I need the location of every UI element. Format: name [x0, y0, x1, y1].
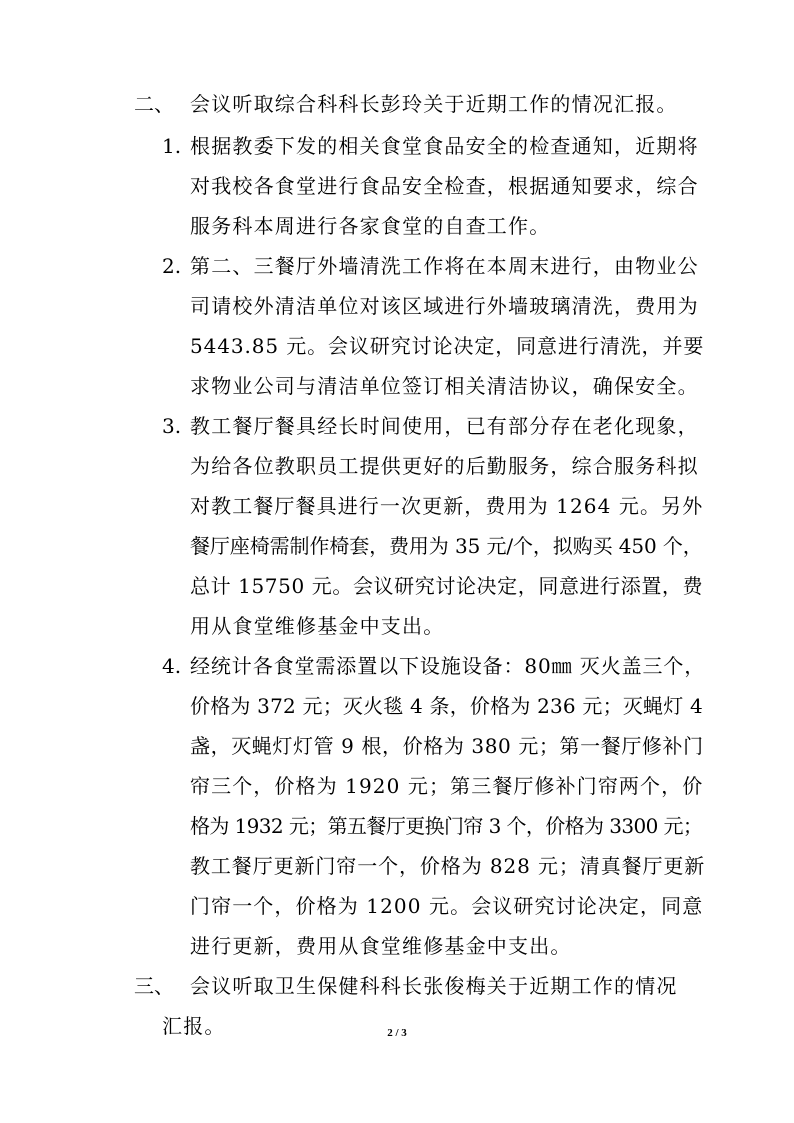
item-line: 经统计各食堂需添置以下设施设备：80㎜ 灭火盖三个，: [190, 654, 706, 678]
item-line: 进行更新，费用从食堂维修基金中支出。: [190, 934, 572, 958]
item-line: 对我校各食堂进行食品安全检查，根据通知要求，综合: [190, 174, 699, 198]
item-line: 对教工餐厅餐具进行一次更新，费用为 1264 元。另外: [190, 494, 704, 518]
item-line: 用从食堂维修基金中支出。: [190, 614, 445, 638]
item-line: 为给各位教职员工提供更好的后勤服务，综合服务科拟: [190, 454, 699, 478]
item-line: 服务科本周进行各家食堂的自查工作。: [190, 214, 551, 238]
item-number: 1.: [162, 134, 182, 158]
section-line: 会议听取综合科科长彭玲关于近期工作的情况汇报。: [190, 92, 678, 116]
item-line: 盏，灭蝇灯灯管 9 根，价格为 380 元；第一餐厅修补门: [190, 734, 704, 758]
page-number: 2 / 3: [387, 1027, 407, 1039]
item-number: 2.: [162, 254, 182, 278]
section-line: 会议听取卫生保健科科长张俊梅关于近期工作的情况: [190, 974, 678, 998]
item-line: 求物业公司与清洁单位签订相关清洁协议，确保安全。: [190, 374, 699, 398]
item-line: 第二、三餐厅外墙清洗工作将在本周末进行，由物业公: [190, 254, 699, 278]
item-line: 总计 15750 元。会议研究讨论决定，同意进行添置，费: [190, 574, 704, 598]
item-line: 根据教委下发的相关食堂食品安全的检查通知，近期将: [190, 134, 699, 158]
section-number: 三、: [134, 974, 174, 998]
item-number: 3.: [162, 414, 182, 438]
section-number: 二、: [134, 92, 174, 116]
item-line: 帘三个，价格为 1920 元；第三餐厅修补门帘两个，价: [190, 774, 704, 798]
item-line: 门帘一个，价格为 1200 元。会议研究讨论决定，同意: [190, 894, 704, 918]
item-number: 4.: [162, 654, 182, 678]
item-line: 格为 1932 元；第五餐厅更换门帘 3 个，价格为 3300 元；: [190, 814, 703, 838]
item-line: 5443.85 元。会议研究讨论决定，同意进行清洗，并要: [190, 334, 705, 358]
item-line: 教工餐厅更新门帘一个，价格为 828 元；清真餐厅更新: [190, 854, 706, 878]
section-line: 汇报。: [162, 1014, 226, 1038]
item-line: 教工餐厅餐具经长时间使用，已有部分存在老化现象，: [190, 414, 699, 438]
item-line: 价格为 372 元；灭火毯 4 条，价格为 236 元；灭蝇灯 4: [190, 694, 703, 718]
item-line: 餐厅座椅需制作椅套，费用为 35 元/个，拟购买 450 个，: [190, 534, 703, 558]
item-line: 司请校外清洁单位对该区域进行外墙玻璃清洗，费用为: [190, 294, 699, 318]
